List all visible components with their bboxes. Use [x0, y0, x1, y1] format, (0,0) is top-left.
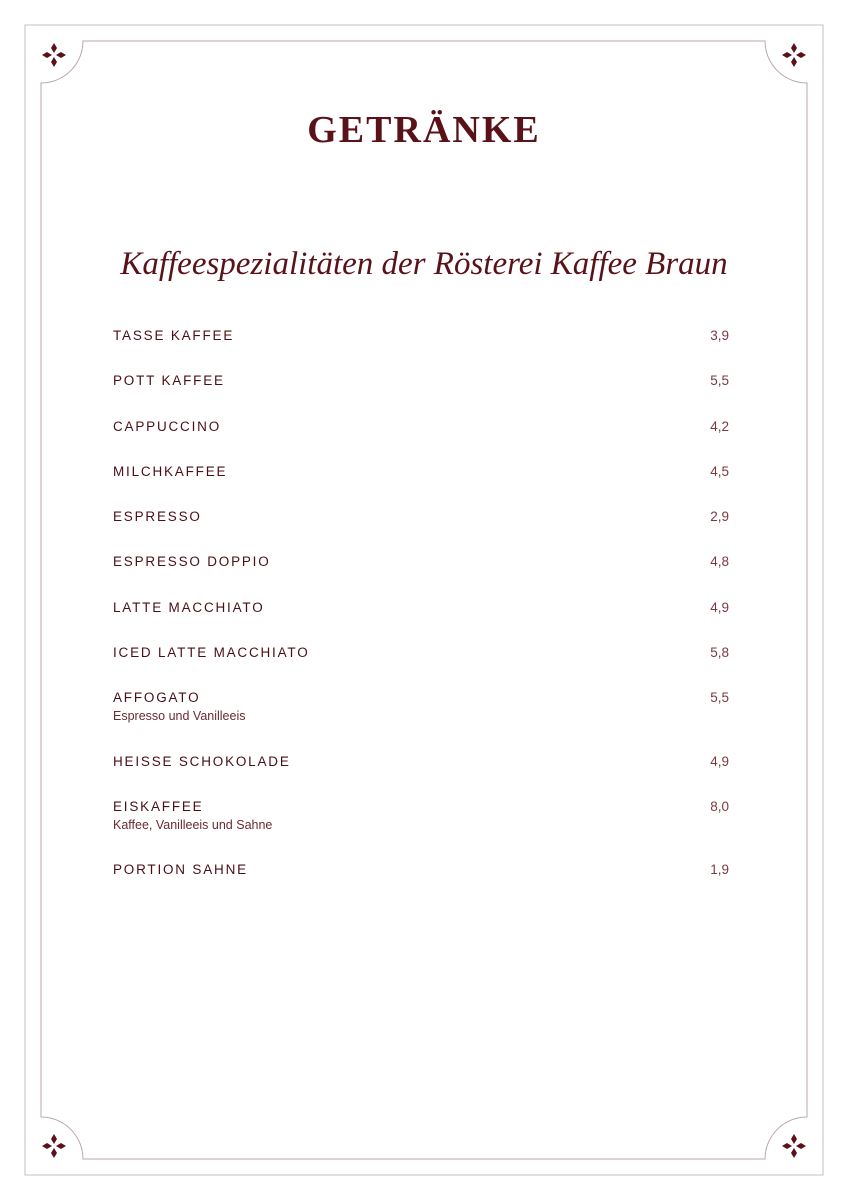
menu-item	[113, 644, 729, 680]
menu-item-name: AFFOGATO	[113, 690, 201, 706]
menu-item-price: 4,2	[710, 418, 729, 434]
menu-item-price: 5,8	[710, 645, 729, 661]
menu-item-name: EISKAFFEE	[113, 798, 204, 814]
corner-ornament-icon-top-right	[779, 40, 809, 70]
menu-item-price: 5,5	[710, 690, 729, 706]
menu-item-price: 4,9	[710, 599, 729, 615]
menu-item-price: 5,5	[710, 373, 729, 389]
menu-item-price: 4,8	[710, 554, 729, 570]
corner-ornament-icon-bottom-left	[39, 1131, 69, 1161]
corner-ornament-icon-top-left	[39, 40, 69, 70]
menu-item-name: CAPPUCCINO	[113, 418, 222, 434]
menu-item-name: POTT KAFFEE	[113, 373, 225, 389]
menu-item	[113, 553, 729, 589]
menu-item	[113, 689, 729, 743]
corner-ornament-icon-bottom-right	[779, 1131, 809, 1161]
menu-item	[113, 798, 729, 852]
menu-item	[113, 463, 729, 499]
menu-item-name: LATTE MACCHIATO	[113, 599, 265, 615]
menu-item-name: TASSE KAFFEE	[113, 328, 235, 343]
menu-item-price: 1,9	[710, 862, 729, 878]
menu-item-price: 2,9	[710, 509, 729, 525]
menu-item	[113, 753, 729, 789]
menu-item	[113, 327, 729, 363]
menu-item	[113, 418, 729, 454]
menu-item-description: Kaffee, Vanilleeis und Sahne	[113, 817, 273, 832]
menu-item-price: 4,9	[710, 753, 729, 769]
menu-item-name: MILCHKAFFEE	[113, 463, 228, 479]
menu-item	[113, 372, 729, 408]
menu-item-price: 3,9	[710, 328, 729, 343]
menu-item	[113, 861, 729, 897]
menu-item	[113, 599, 729, 635]
menu-item-name: ICED LATTE MACCHIATO	[113, 645, 310, 661]
menu-list	[113, 327, 729, 907]
menu-item-description: Espresso und Vanilleeis	[113, 709, 246, 724]
menu-item-name: ESPRESSO DOPPIO	[113, 554, 271, 570]
menu-item-name: PORTION SAHNE	[113, 862, 248, 878]
menu-item-price: 4,5	[710, 463, 729, 479]
page-title: GETRÄNKE	[307, 109, 541, 151]
menu-item-name: ESPRESSO	[113, 509, 202, 525]
menu-item-name: HEISSE SCHOKOLADE	[113, 753, 291, 769]
menu-item	[113, 508, 729, 544]
menu-item-price: 8,0	[710, 798, 729, 814]
section-subtitle: Kaffeespezialitäten der Rösterei Kaffee Braun	[120, 246, 728, 282]
